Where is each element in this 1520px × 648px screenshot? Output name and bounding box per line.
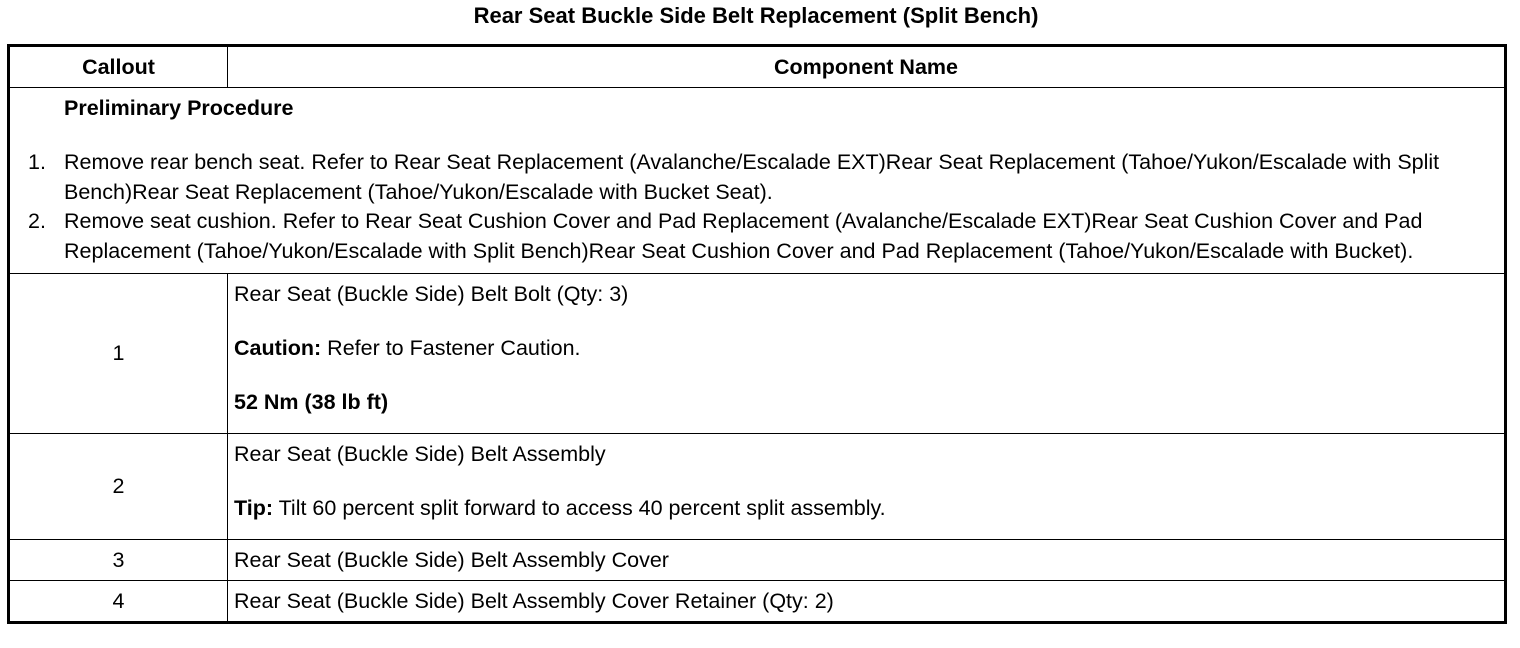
callout-number: 2 [9, 434, 228, 540]
component-name: Rear Seat (Buckle Side) Belt Assembly Cover [228, 540, 1506, 581]
tip-note [234, 494, 1498, 522]
table-row [9, 581, 1506, 623]
preliminary-step [28, 207, 1504, 266]
preliminary-procedure-heading: Preliminary Procedure [64, 96, 294, 120]
callout-number: 3 [9, 540, 228, 581]
torque-spec: 52 Nm (38 lb ft) [234, 390, 389, 414]
component-name: Rear Seat (Buckle Side) Belt Bolt (Qty: 3) [234, 282, 629, 306]
caution-label: Caution: [234, 336, 322, 360]
callout-number: 1 [9, 274, 228, 434]
component-name: Rear Seat (Buckle Side) Belt Assembly [234, 442, 606, 466]
step-text: Remove seat cushion. Refer to Rear Seat Cushion Cover and Pad Replacement (Avalanche/Escalade EXT)Rear Seat Cushion Cover and Pad Replacement (Tahoe/Yukon/Escalade with Split Bench)Rear Seat Cushion Cover and Pad Replacement (Tahoe/Yukon/Escalade with Bucket). [64, 209, 1423, 263]
preliminary-procedure-row [9, 88, 1506, 274]
page-title: Rear Seat Buckle Side Belt Replacement (Split Bench) [473, 3, 1039, 28]
callout-column-header: Callout [9, 46, 228, 88]
tip-label: Tip: [234, 496, 274, 520]
component-name-column-header: Component Name [228, 46, 1506, 88]
caution-text: Refer to Fastener Caution. [321, 336, 581, 360]
callout-number: 4 [9, 581, 228, 623]
step-number: 2. [28, 209, 46, 233]
preliminary-steps-list [28, 148, 1504, 266]
table-row [9, 274, 1506, 434]
component-table [7, 44, 1507, 624]
table-row [9, 434, 1506, 540]
component-cell [228, 434, 1506, 540]
table-row [9, 540, 1506, 581]
step-number: 1. [28, 150, 46, 174]
preliminary-step [28, 148, 1504, 207]
header-row [9, 46, 1506, 88]
component-cell [228, 274, 1506, 434]
step-text: Remove rear bench seat. Refer to Rear Seat Replacement (Avalanche/Escalade EXT)Rear Seat Replacement (Tahoe/Yukon/Escalade with Split Bench)Rear Seat Replacement (Tahoe/Yukon/Escalade with Bucket Seat). [64, 150, 1440, 204]
preliminary-procedure-cell [9, 88, 1506, 274]
tip-text: Tilt 60 percent split forward to access 40 percent split assembly. [273, 496, 886, 520]
component-name: Rear Seat (Buckle Side) Belt Assembly Cover Retainer (Qty: 2) [228, 581, 1506, 623]
caution-note [234, 334, 1498, 362]
